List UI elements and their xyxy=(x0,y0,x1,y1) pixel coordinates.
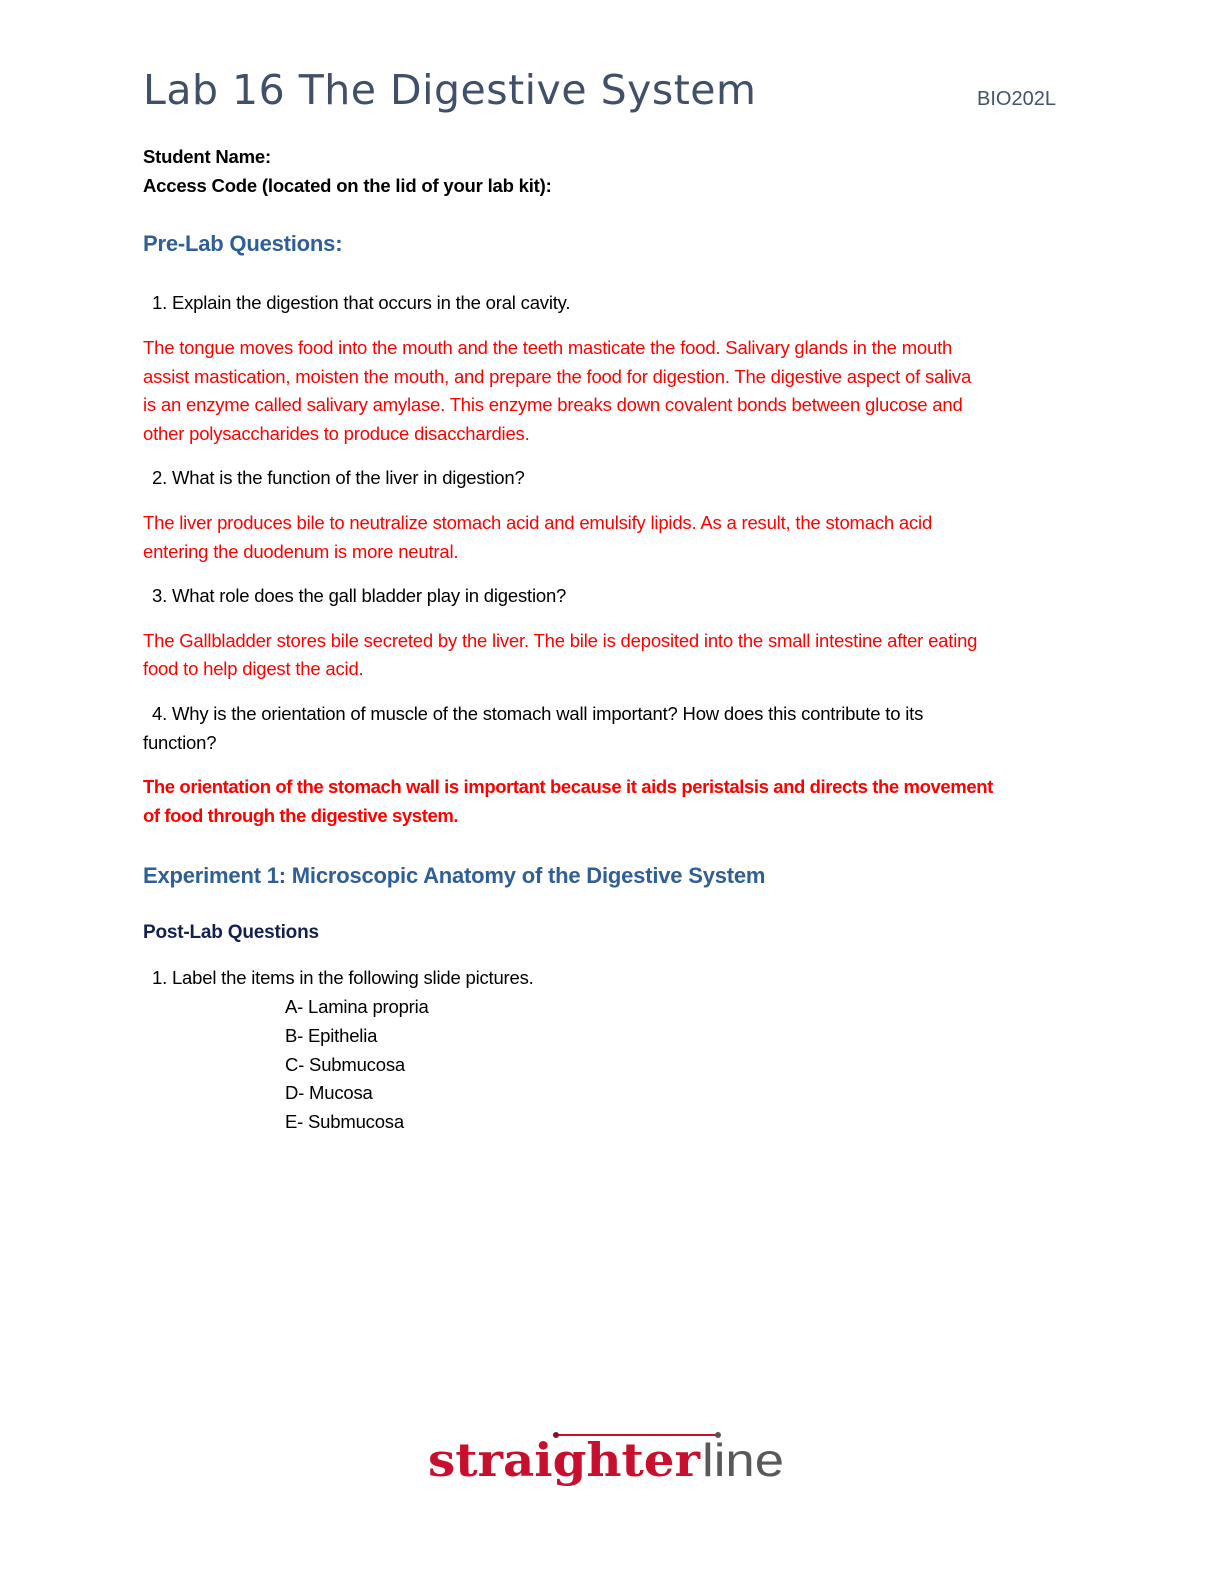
postlab-heading: Post-Lab Questions xyxy=(143,922,319,943)
answer-4-line: of food through the digestive system. xyxy=(143,805,459,826)
course-code: BIO202L xyxy=(977,88,1056,110)
page-title: Lab 16 The Digestive System xyxy=(143,66,757,114)
answer-3-line: food to help digest the acid. xyxy=(143,658,364,679)
answer-4-line: The orientation of the stomach wall is important because it aids peristalsis and directs the movement xyxy=(143,776,993,797)
answer-1-line: The tongue moves food into the mouth and the teeth masticate the food. Salivary glands in the mouth xyxy=(143,337,953,358)
prelab-heading: Pre-Lab Questions: xyxy=(143,231,343,256)
answer-1-line: is an enzyme called salivary amylase. This enzyme breaks down covalent bonds between glucose and xyxy=(143,394,963,415)
question-4-cont: function? xyxy=(143,732,217,753)
question-4: 4. Why is the orientation of muscle of the stomach wall important? How does this contribute to its xyxy=(152,703,924,724)
logo-graphic xyxy=(428,1428,788,1494)
postlab-question-1: 1. Label the items in the following slide pictures. xyxy=(152,967,534,988)
slide-label: D- Mucosa xyxy=(285,1082,373,1103)
svg-text:line: line xyxy=(702,1434,784,1486)
slide-label: C- Submucosa xyxy=(285,1054,405,1075)
answer-1-line: other polysaccharides to produce disacchardies. xyxy=(143,423,530,444)
answer-3-line: The Gallbladder stores bile secreted by the liver. The bile is deposited into the small intestine after eating xyxy=(143,630,978,651)
answer-1-line: assist mastication, moisten the mouth, and prepare the food for digestion. The digestive aspect of saliva xyxy=(143,366,972,387)
question-3: 3. What role does the gall bladder play in digestion? xyxy=(152,585,567,606)
experiment-heading: Experiment 1: Microscopic Anatomy of the Digestive System xyxy=(143,863,766,888)
slide-label: E- Submucosa xyxy=(285,1111,404,1132)
access-code-label: Access Code (located on the lid of your lab kit): xyxy=(143,175,552,196)
slide-label: B- Epithelia xyxy=(285,1025,378,1046)
straighterline-logo xyxy=(428,1428,788,1494)
answer-2-line: entering the duodenum is more neutral. xyxy=(143,541,459,562)
answer-2-line: The liver produces bile to neutralize stomach acid and emulsify lipids. As a result, the stomach acid xyxy=(143,512,933,533)
slide-label: A- Lamina propria xyxy=(285,996,429,1017)
question-1: 1. Explain the digestion that occurs in the oral cavity. xyxy=(152,292,571,313)
svg-text:straighter: straighter xyxy=(428,1433,701,1487)
student-name-label: Student Name: xyxy=(143,146,271,167)
question-2: 2. What is the function of the liver in digestion? xyxy=(152,467,525,488)
